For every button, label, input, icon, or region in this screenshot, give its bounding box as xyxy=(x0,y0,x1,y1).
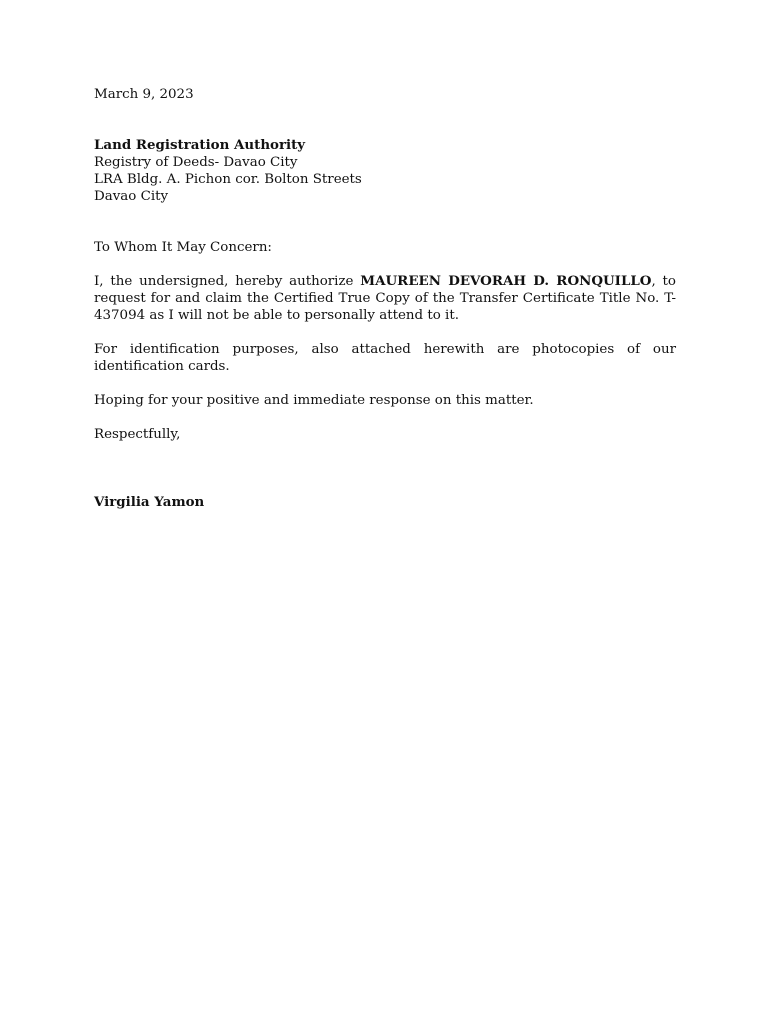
closing: Respectfully, xyxy=(94,427,181,442)
authorization-text-after: , to request for and claim the Certified True Copy of the Transfer Certificate Title No. T-437094 as I will not be able to personally attend to it. xyxy=(94,274,676,323)
recipient-block xyxy=(94,137,676,205)
authorized-person-name: MAUREEN DEVORAH D. RONQUILLO xyxy=(360,273,652,289)
authorization-text-before: I, the undersigned, hereby authorize xyxy=(94,274,361,289)
recipient-name: Land Registration Authority xyxy=(94,137,306,153)
recipient-address-line-1: Registry of Deeds- Davao City xyxy=(94,155,298,170)
recipient-address-line-3: Davao City xyxy=(94,189,169,204)
letter-date: March 9, 2023 xyxy=(94,87,194,102)
salutation: To Whom It May Concern: xyxy=(94,240,272,255)
identification-paragraph: For identification purposes, also attached herewith are photocopies of our identification cards. xyxy=(94,342,676,374)
authorization-letter xyxy=(94,86,676,511)
authorization-paragraph xyxy=(94,273,676,324)
response-paragraph: Hoping for your positive and immediate response on this matter. xyxy=(94,393,534,408)
signatory-name: Virgilia Yamon xyxy=(94,494,205,510)
recipient-address-line-2: LRA Bldg. A. Pichon cor. Bolton Streets xyxy=(94,172,362,187)
